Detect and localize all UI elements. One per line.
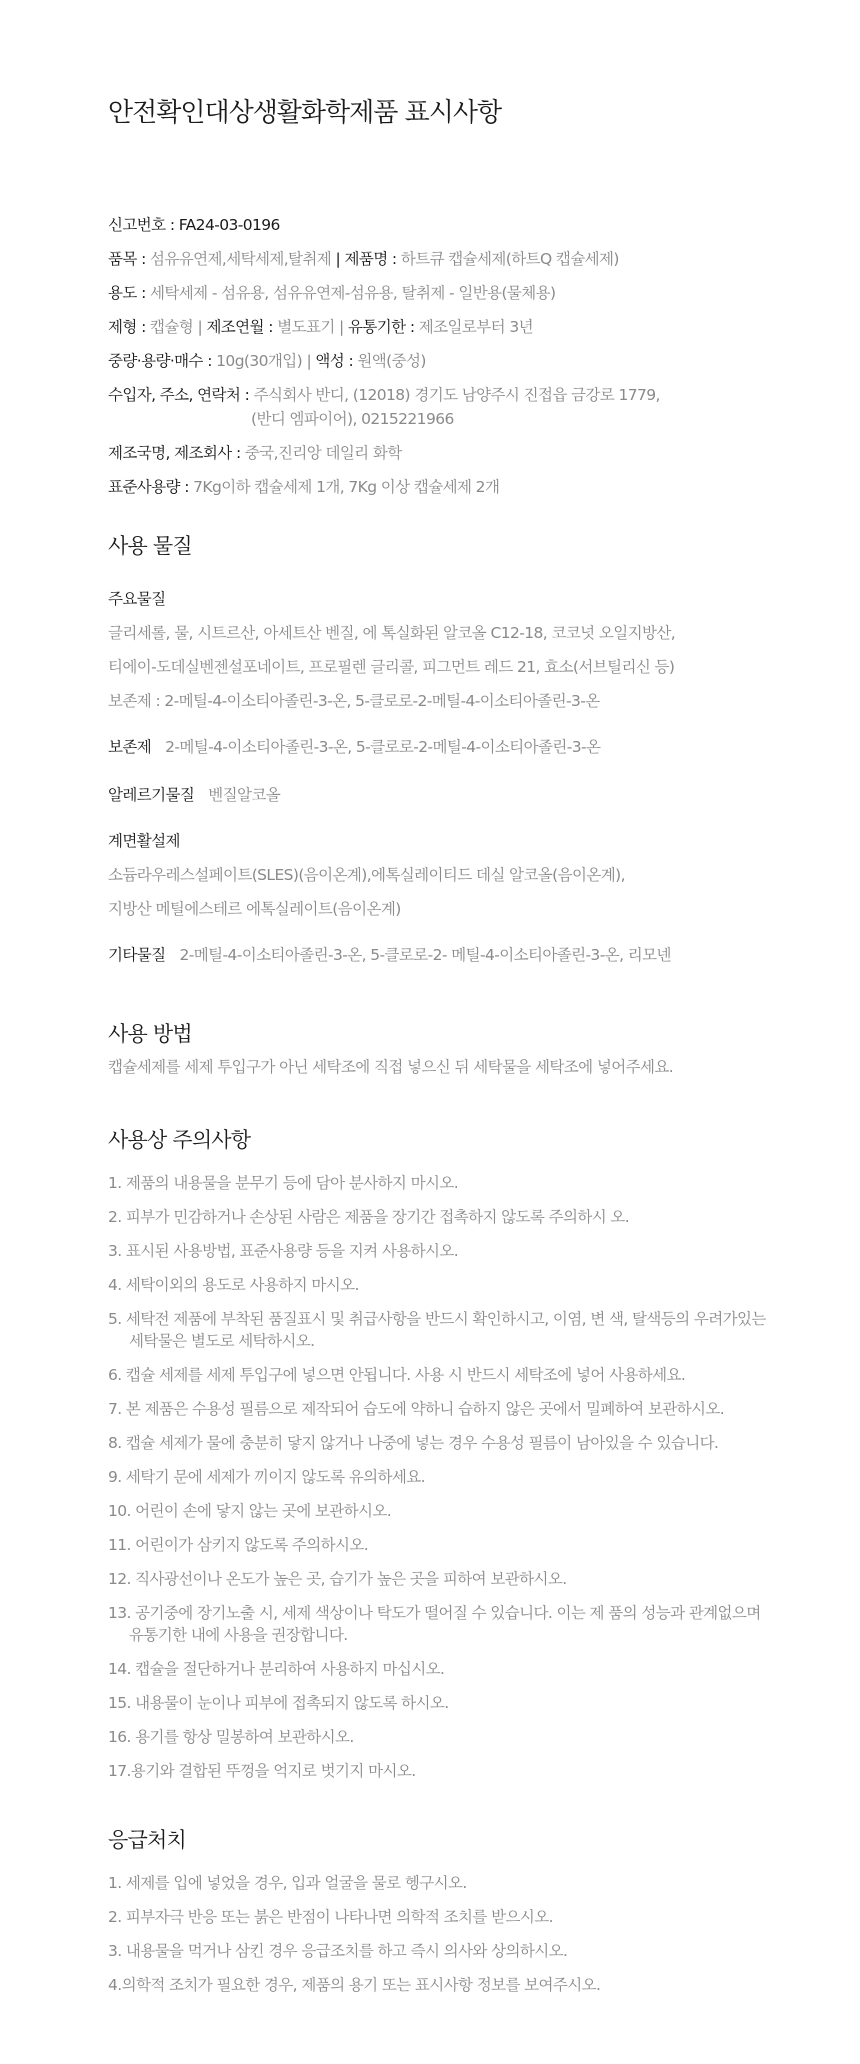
other-materials-value: 2-메틸-4-이소티아졸린-3-온, 5-클로로-2- 메틸-4-이소티아졸린-3-온, 리모넨 — [179, 946, 671, 964]
product-name-label: 제품명 : — [344, 250, 397, 268]
caution-item — [108, 1206, 752, 1228]
caution-item — [108, 1274, 752, 1296]
origin-row — [108, 442, 752, 464]
cautions-heading: 사용상 주의사항 — [108, 1128, 251, 1152]
caution-text: 15. 내용물이 눈이나 피부에 접촉되지 않도록 하시오. — [108, 1694, 449, 1712]
main-materials-line2: 티에이-도데실벤젠설포네이트, 프로필렌 글리콜, 피그먼트 레드 21, 효소(서브틸리신 등) — [108, 658, 675, 676]
weight-label: 중량·용량·매수 : — [108, 352, 212, 370]
caution-text: 7. 본 제품은 수용성 필름으로 제작되어 습도에 약하니 습하지 않은 곳에서 밀폐하여 보관하시오. — [108, 1400, 725, 1418]
weight-value: 10g(30개입) — [216, 352, 303, 370]
mfg-date-label: 제조연월 : — [206, 318, 273, 336]
expiry-label: 유통기한 : — [348, 318, 415, 336]
caution-text: 1. 제품의 내용물을 분무기 등에 담아 분사하지 마시오. — [108, 1174, 459, 1192]
caution-item — [108, 1240, 752, 1262]
caution-text: 3. 표시된 사용방법, 표준사용량 등을 지켜 사용하시오. — [108, 1242, 459, 1260]
use-value: 세탁세제 - 섬유용, 섬유유연제-섬유용, 탈취제 - 일반용(물체용) — [150, 284, 556, 302]
main-materials-label: 주요물질 — [108, 590, 166, 608]
caution-text: 8. 캡슐 세제가 물에 충분히 닿지 않거나 나중에 넣는 경우 수용성 필름이 남아있을 수 있습니다. — [108, 1434, 719, 1452]
main-materials-line1: 글리세롤, 물, 시트르산, 아세트산 벤질, 에 톡실화된 알코올 C12-18, 코코넛 오일지방산, — [108, 624, 676, 642]
expiry-value: 제조일로부터 3년 — [418, 318, 533, 336]
standard-usage-row — [108, 476, 752, 498]
caution-item — [108, 1308, 766, 1352]
caution-text: 14. 캡슐을 절단하거나 분리하여 사용하지 마십시오. — [108, 1660, 445, 1678]
caution-text: 16. 용기를 항상 밀봉하여 보관하시오. — [108, 1728, 354, 1746]
standard-usage-value: 7Kg이하 캡슐세제 1개, 7Kg 이상 캡슐세제 2개 — [193, 478, 500, 496]
caution-item — [108, 1658, 752, 1680]
divider: | — [335, 250, 341, 268]
item-label: 품목 : — [108, 250, 146, 268]
materials-section — [108, 588, 752, 966]
form-label: 제형 : — [108, 318, 146, 336]
caution-item — [108, 1692, 752, 1714]
preservative-value: 2-메틸-4-이소티아졸린-3-온, 5-클로로-2-메틸-4-이소티아졸린-3-온 — [165, 738, 601, 756]
use-row — [108, 282, 752, 304]
report-number-label: 신고번호 : — [108, 216, 175, 234]
importer-value-line1: 주식회사 반디, (12018) 경기도 남양주시 진접읍 금강로 1779, — [253, 386, 660, 404]
caution-text: 12. 직사광선이나 온도가 높은 곳, 습기가 높은 곳을 피하여 보관하시오. — [108, 1570, 567, 1588]
liquid-label: 액성 : — [315, 352, 354, 370]
surfactant-line1: 소듐라우레스설페이트(SLES)(음이온계),에톡실레이티드 데실 알코올(음이온계), — [108, 866, 625, 884]
firstaid-item: 3. 내용물을 먹거나 삼킨 경우 응급조치를 하고 즉시 의사와 상의하시오. — [108, 1942, 568, 1960]
caution-item — [108, 1432, 752, 1454]
firstaid-list — [108, 1872, 752, 1996]
caution-item — [108, 1398, 752, 1420]
divider: | — [197, 318, 203, 336]
caution-text: 13. 공기중에 장기노출 시, 세제 색상이나 탁도가 떨어질 수 있습니다. 이는 제 품의 성능과 관계없으며 — [108, 1604, 761, 1622]
item-row — [108, 248, 752, 270]
preservative-row — [108, 736, 752, 758]
caution-text: 10. 어린이 손에 닿지 않는 곳에 보관하시오. — [108, 1502, 392, 1520]
report-number-row — [108, 214, 752, 236]
caution-text-cont: 세탁물은 별도로 세탁하시오. — [129, 1332, 315, 1350]
firstaid-heading: 응급처치 — [108, 1828, 186, 1852]
importer-row-cont — [108, 408, 752, 430]
origin-value: 중국,진리앙 데일리 화학 — [244, 444, 402, 462]
report-number-value: FA24-03-0196 — [178, 216, 280, 234]
caution-text: 11. 어린이가 삼키지 않도록 주의하시오. — [108, 1536, 369, 1554]
caution-item — [108, 1500, 752, 1522]
caution-text: 4. 세탁이외의 용도로 사용하지 마시오. — [108, 1276, 359, 1294]
importer-label: 수입자, 주소, 연락처 : — [108, 386, 250, 404]
product-info — [108, 214, 752, 498]
divider: | — [306, 352, 312, 370]
allergen-value: 벤질알코올 — [208, 786, 281, 804]
divider: | — [339, 318, 344, 336]
form-value: 캡슐형 — [150, 318, 194, 336]
caution-item — [108, 1172, 752, 1194]
surfactant-line2: 지방산 메틸에스테르 에톡실레이트(음이온계) — [108, 900, 401, 918]
caution-item — [108, 1568, 752, 1590]
firstaid-item: 2. 피부자극 반응 또는 붉은 반점이 나타나면 의학적 조치를 받으시오. — [108, 1908, 553, 1926]
firstaid-item: 4.의학적 조치가 필요한 경우, 제품의 용기 또는 표시사항 정보를 보여주시오. — [108, 1976, 601, 1994]
liquid-value: 원액(중성) — [357, 352, 426, 370]
other-materials-label: 기타물질 — [108, 946, 166, 964]
method-text: 캡슐세제를 세제 투입구가 아닌 세탁조에 직접 넣으신 뒤 세탁물을 세탁조에 넣어주세요. — [108, 1058, 674, 1076]
caution-text-cont: 유통기한 내에 사용을 권장합니다. — [129, 1626, 348, 1644]
surfactant-label: 계면활설제 — [108, 832, 180, 850]
caution-item — [108, 1466, 752, 1488]
product-name-value: 하트큐 캡슐세제(하트Q 캡슐세제) — [400, 250, 619, 268]
caution-text: 5. 세탁전 제품에 부착된 품질표시 및 취급사항을 반드시 확인하시고, 이염, 변 색, 탈색등의 우려가있는 — [108, 1310, 766, 1328]
materials-heading: 사용 물질 — [108, 534, 192, 558]
use-label: 용도 : — [108, 284, 146, 302]
firstaid-item: 1. 세제를 입에 넣었을 경우, 입과 얼굴을 물로 헹구시오. — [108, 1874, 467, 1892]
origin-label: 제조국명, 제조회사 : — [108, 444, 241, 462]
other-materials-row — [108, 944, 752, 966]
caution-item — [108, 1760, 752, 1782]
item-value: 섬유유연제,세탁세제,탈취제 — [150, 250, 332, 268]
page-title: 안전확인대상생활화학제품 표시사항 — [108, 98, 502, 128]
form-row — [108, 316, 752, 338]
main-materials-line3: 보존제 : 2-메틸-4-이소티아졸린-3-온, 5-클로로-2-메틸-4-이소티아졸린-3-온 — [108, 692, 600, 710]
preservative-label: 보존제 — [108, 738, 152, 756]
importer-row — [108, 384, 752, 406]
caution-item — [108, 1364, 752, 1386]
caution-text: 6. 캡슐 세제를 세제 투입구에 넣으면 안됩니다. 사용 시 반드시 세탁조에 넣어 사용하세요. — [108, 1366, 686, 1384]
mfg-date-value: 별도표기 — [277, 318, 335, 336]
caution-text: 9. 세탁기 문에 세제가 끼이지 않도록 유의하세요. — [108, 1468, 425, 1486]
caution-item — [108, 1602, 761, 1646]
cautions-list — [108, 1172, 766, 1782]
standard-usage-label: 표준사용량 : — [108, 478, 189, 496]
weight-row — [108, 350, 752, 372]
caution-text: 2. 피부가 민감하거나 손상된 사람은 제품을 장기간 접촉하지 않도록 주의하시 오. — [108, 1208, 630, 1226]
allergen-label: 알레르기물질 — [108, 786, 195, 804]
importer-value-line2: (반디 엠파이어), 0215221966 — [251, 410, 454, 428]
allergen-row — [108, 784, 752, 806]
caution-item — [108, 1726, 752, 1748]
caution-item — [108, 1534, 752, 1556]
caution-text: 17.용기와 결합된 뚜껑을 억지로 벗기지 마시오. — [108, 1762, 416, 1780]
method-heading: 사용 방법 — [108, 1022, 192, 1046]
